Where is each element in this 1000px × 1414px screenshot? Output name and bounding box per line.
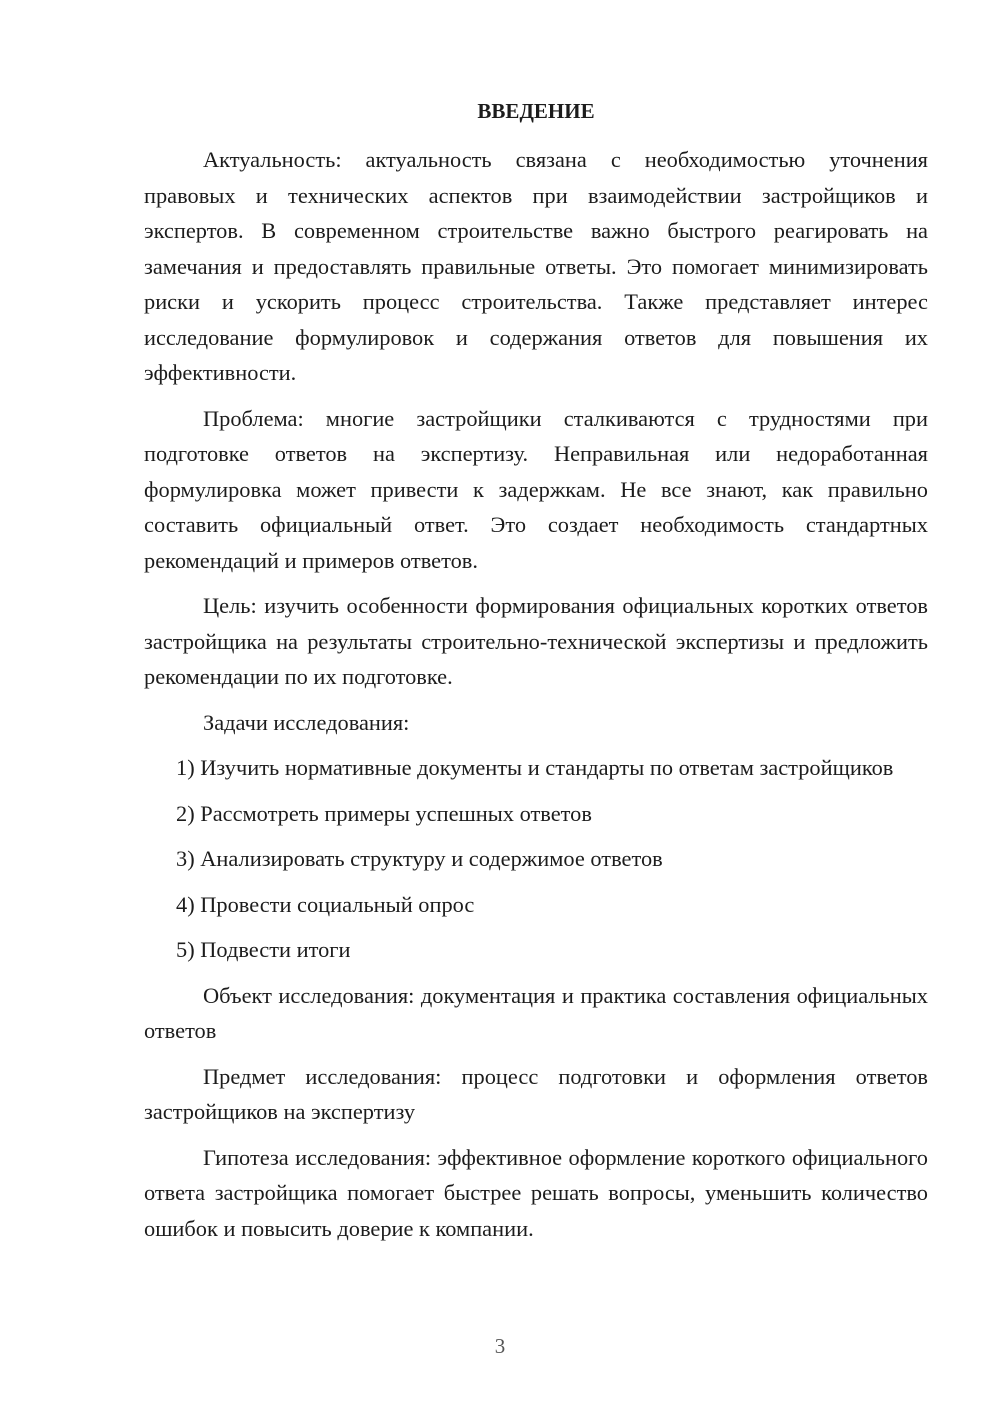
page-number: 3 bbox=[494, 1334, 506, 1358]
problem-paragraph: Проблема: многие застройщики сталкиваются с трудностями при подготовке ответов на экспертизу. Неправильная или недоработанная формулировка может привести к задержкам. Не все знают, как правильно составить официальный ответ. Это создает необходимость стандартных рекомендаций и примеров ответов. bbox=[144, 405, 928, 573]
object-paragraph: Объект исследования: документация и практика составления официальных ответов bbox=[144, 982, 928, 1043]
task-item-3: 3) Анализировать структуру и содержимое ответов bbox=[176, 846, 663, 871]
section-title: ВВЕДЕНИЕ bbox=[477, 99, 595, 123]
task-item-5: 5) Подвести итоги bbox=[176, 937, 351, 962]
goal-paragraph: Цель: изучить особенности формирования официальных коротких ответов застройщика на результаты строительно-технической экспертизы и предложить рекомендации по их подготовке. bbox=[144, 593, 928, 689]
document-body bbox=[144, 142, 928, 1246]
tasks-heading: Задачи исследования: bbox=[203, 709, 410, 735]
task-item-1: 1) Изучить нормативные документы и стандарты по ответам застройщиков bbox=[176, 755, 894, 780]
relevance-paragraph: Актуальность: актуальность связана с необходимостью уточнения правовых и технических аспектов при взаимодействии застройщиков и экспертов. В современном строительстве важно быстрого реагировать на замечания и предоставлять правильные ответы. Это помогает минимизировать риски и ускорить процесс строительства. Также представляет интерес исследование формулировок и содержания ответов для повышения их эффективности. bbox=[144, 147, 928, 385]
subject-paragraph: Предмет исследования: процесс подготовки и оформления ответов застройщиков на экспертизу bbox=[144, 1063, 928, 1124]
task-item-2: 2) Рассмотреть примеры успешных ответов bbox=[176, 800, 592, 826]
task-item-4: 4) Провести социальный опрос bbox=[176, 891, 475, 917]
hypothesis-paragraph: Гипотеза исследования: эффективное оформление короткого официального ответа застройщика помогает быстрее решать вопросы, уменьшить количество ошибок и повысить доверие к компании. bbox=[144, 1144, 928, 1241]
